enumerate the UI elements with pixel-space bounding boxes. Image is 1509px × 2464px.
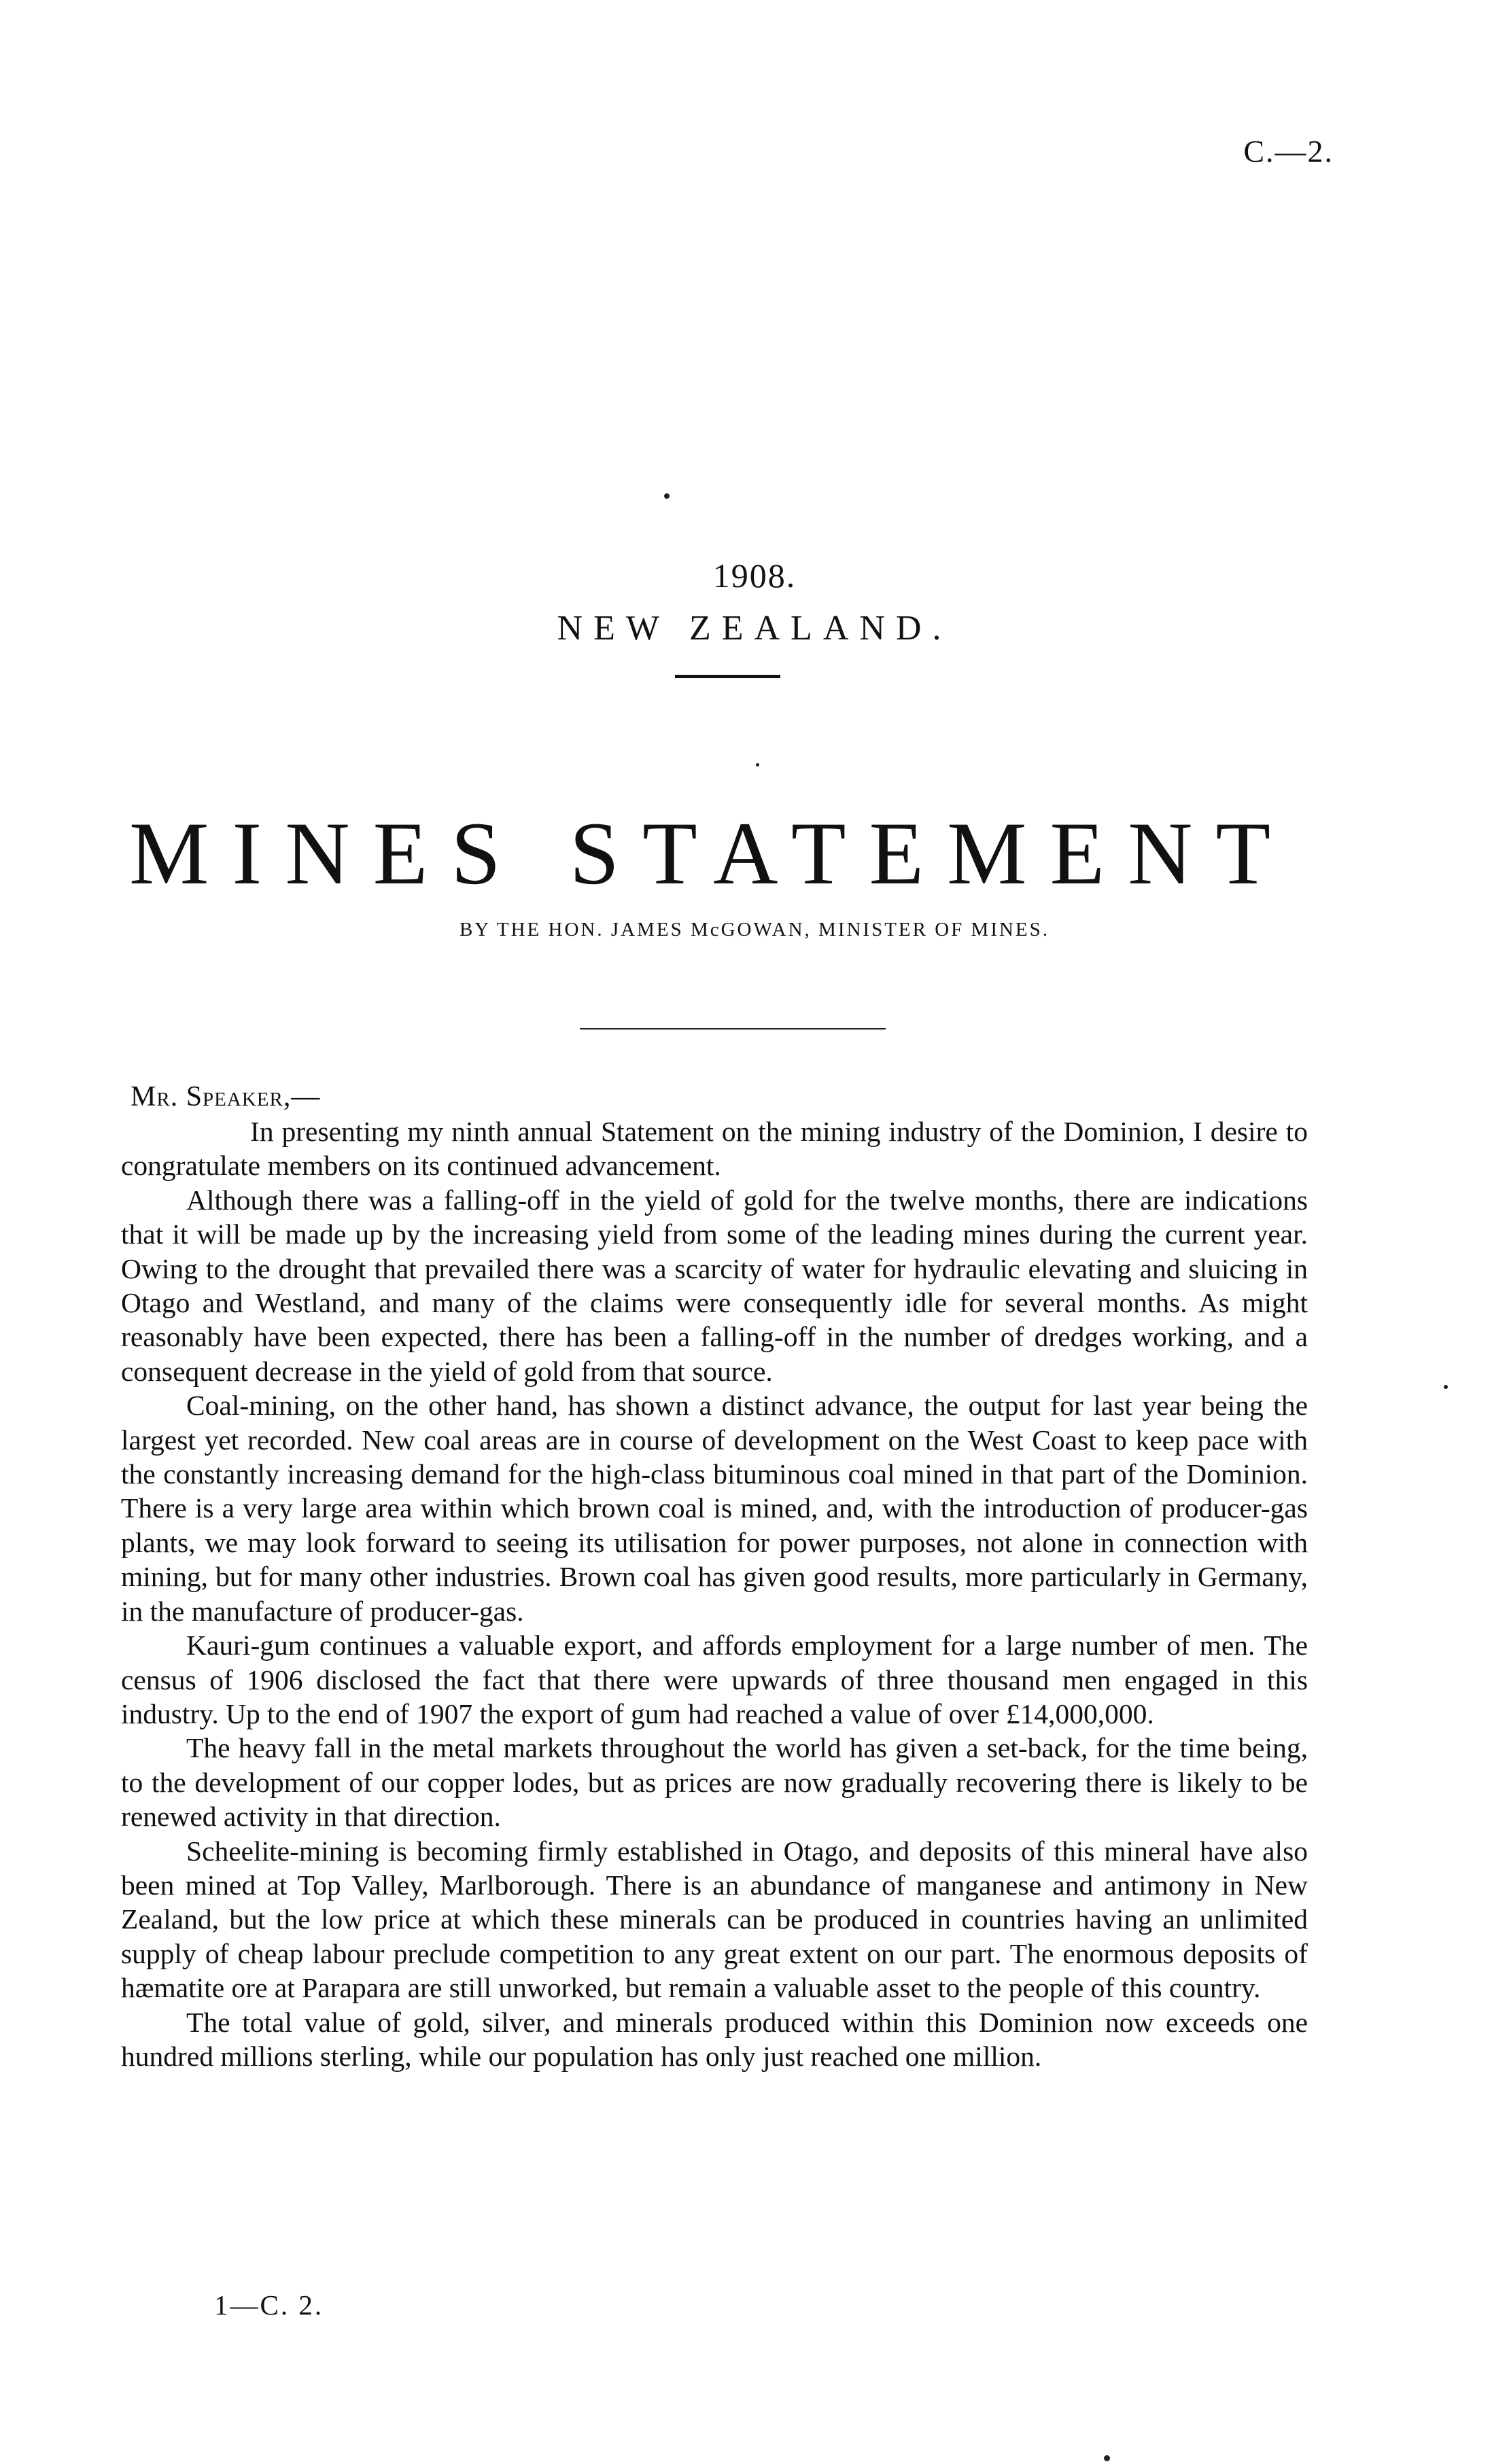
heading-rule bbox=[675, 675, 780, 678]
stray-mark bbox=[664, 493, 670, 499]
paragraph: Scheelite-mining is becoming firmly established in Otago, and deposits of this mineral have also been mined at Top Valley, Marlborough. There is an abundance of manganese and antimony in New Zealand, but the low price at which these minerals can be produced in countries having an unlimited supply of cheap labour preclude competition to any great extent on our part. The enormous deposits of hæmatite ore at Parapara are still unworked, but remain a valuable asset to the people of this country. bbox=[121, 1835, 1308, 2004]
paragraph: In presenting my ninth annual Statement on the mining industry of the Dominion, I desire to congratulate members on its continued advancement. bbox=[121, 1116, 1308, 1182]
paragraph: Kauri-gum continues a valuable export, and affords employment for a large number of men. The census of 1906 disclosed the fact that there were upwards of three thousand men engaged in this industry. Up to the end of 1907 the export of gum had reached a value of over £14,000,000. bbox=[121, 1630, 1308, 1729]
stray-mark bbox=[756, 763, 759, 767]
paragraph: Coal-mining, on the other hand, has shown a distinct advance, the output for last year being the largest yet recorded. New coal areas are in course of development on the West Coast to keep pace with the constantly increasing demand for the high-class bituminous coal mined in that part of the Dominion. There is a very large area within which brown coal is mined, and, with the introduction of producer-gas plants, we may look forward to seeing its utilisation for power purposes, not alone in connection with mining, but for many other industries. Brown coal has given good results, more particularly in Germany, in the manufacture of producer-gas. bbox=[121, 1390, 1308, 1627]
section-rule bbox=[580, 1028, 886, 1029]
footer-reference: 1—C. 2. bbox=[214, 2289, 324, 2321]
page-reference: C.—2. bbox=[1243, 134, 1334, 169]
statement-body bbox=[121, 1114, 1308, 2073]
stray-mark bbox=[1444, 1385, 1448, 1389]
year: 1908. bbox=[712, 557, 797, 595]
paragraph: The total value of gold, silver, and minerals produced within this Dominion now exceeds one hundred millions sterling, while our population has only just reached one million. bbox=[121, 2006, 1308, 2072]
country-heading: NEW ZEALAND. bbox=[557, 609, 952, 648]
salutation: Mr. Speaker,— bbox=[131, 1081, 321, 1112]
paragraph: The heavy fall in the metal markets throughout the world has given a set-back, for the time being, to the development of our copper lodes, but as prices are now gradually recovering there is likely to be renewed activity in that direction. bbox=[121, 1732, 1308, 1833]
document-title: MINES STATEMENT bbox=[129, 803, 1294, 903]
stray-mark bbox=[1104, 2455, 1110, 2461]
paragraph: Although there was a falling-off in the yield of gold for the twelve months, there are indications that it will be made up by the increasing yield from some of the leading mines during the current year. Owing to the drought that prevailed there was a scarcity of water for hydraulic elevating and sluicing in Otago and Westland, and many of the claims were consequently idle for several months. As might reasonably have been expected, there has been a falling-off in the number of dredges working, and a consequent decrease in the yield of gold from that source. bbox=[121, 1184, 1308, 1387]
byline: BY THE HON. JAMES McGOWAN, MINISTER OF MINES. bbox=[459, 919, 1050, 940]
